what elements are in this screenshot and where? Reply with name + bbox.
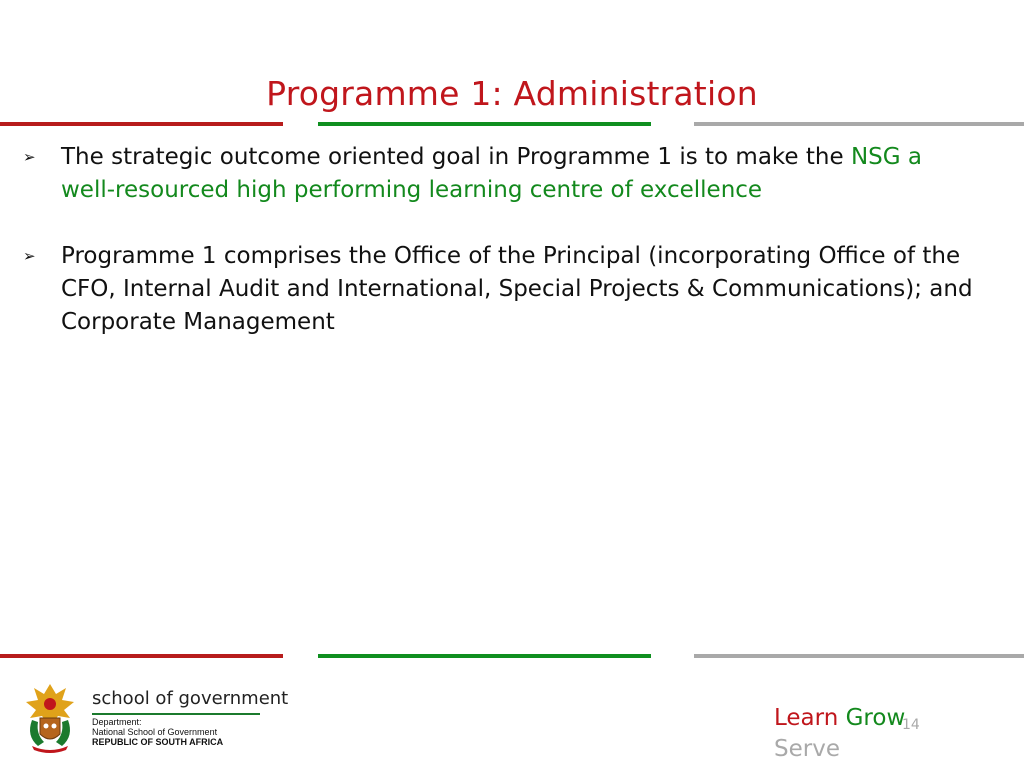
- bullet-text: Programme 1 comprises the Office of the Principal (incorporating Office of the CFO, Internal Audit and International, Special Projects & Communications); and Corporate Management: [61, 243, 973, 335]
- logo-underline: [92, 713, 260, 715]
- country-name: REPUBLIC OF SOUTH AFRICA: [92, 737, 224, 747]
- bullet-item: [20, 240, 980, 339]
- slogan: [774, 703, 934, 765]
- slide-title: Programme 1: Administration: [266, 74, 758, 113]
- slogan-serve: Serve: [774, 736, 840, 762]
- bottom-divider-red: [0, 654, 283, 658]
- top-divider-grey: [694, 122, 1024, 126]
- logo-department: [92, 717, 223, 747]
- top-divider-green: [318, 122, 651, 126]
- logo-school-name: school of government: [92, 688, 289, 709]
- slogan-grow: Grow: [845, 705, 906, 731]
- bullet-text: The strategic outcome oriented goal in Programme 1 is to make the: [61, 144, 851, 170]
- arrow-bullet-icon: ➢: [23, 247, 36, 265]
- bottom-divider-grey: [694, 654, 1024, 658]
- school-of-government-logo: [22, 680, 289, 755]
- arrow-bullet-icon: ➢: [23, 148, 36, 166]
- department-name: National School of Government: [92, 727, 218, 737]
- department-label: Department:: [92, 717, 142, 727]
- coat-of-arms-icon: [22, 680, 78, 754]
- bullet-item: [20, 141, 980, 207]
- page-number: 14: [902, 717, 920, 733]
- bullet-highlight: NSG a well-resourced high performing learning centre of excellence: [61, 144, 922, 203]
- slogan-learn: Learn: [774, 705, 839, 731]
- bullet-list: [20, 141, 980, 372]
- top-divider-red: [0, 122, 283, 126]
- bottom-divider-green: [318, 654, 651, 658]
